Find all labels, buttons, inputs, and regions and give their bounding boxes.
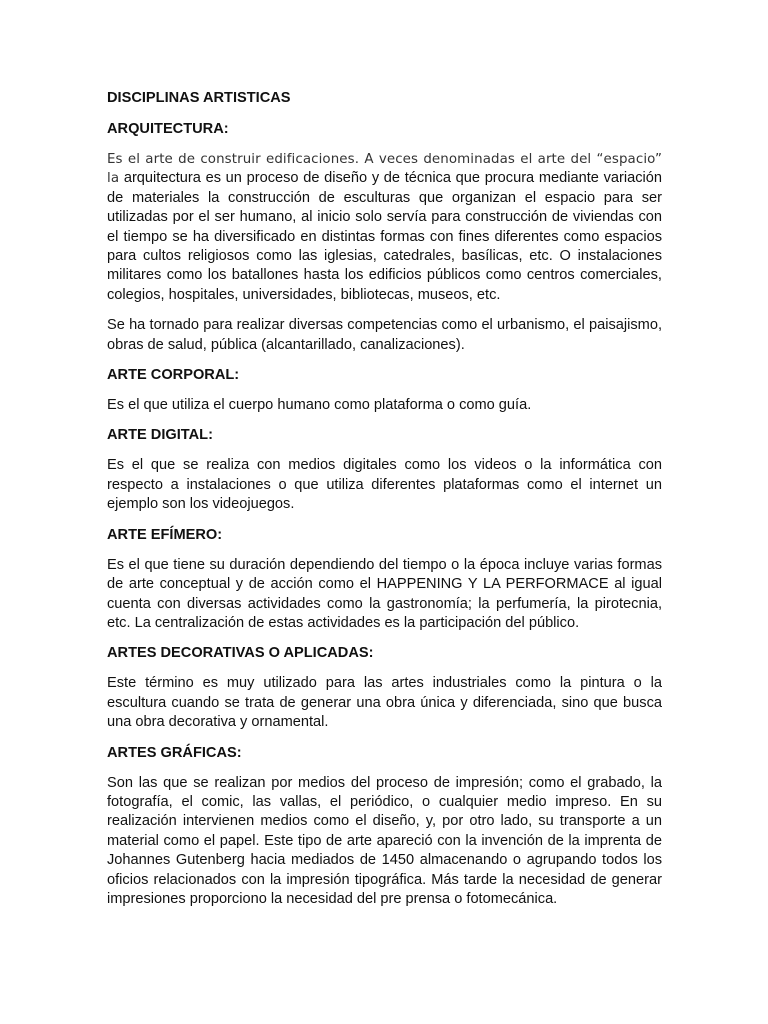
paragraph-artes-graficas: Son las que se realizan por medios del proceso de impresión; como el grabado, la fotografía, el comic, las vallas, el periódico, o cualquier medio impreso. En su realización intervienen medios como el diseño, y, por otro lado, su transporte a un material como el papel. Este tipo de arte apareció con la invención de la imprenta de Johannes Gutenberg hacia mediados de 1450 almacenando o agrupando todos los oficios relacionados con la impresión tipográfica. Más tarde la necesidad de generar impresiones proporciono la necesidad del pre prensa o fotomecánica.	[107, 774, 662, 907]
paragraph-arte-efimero: Es el que tiene su duración dependiendo del tiempo o la época incluye varias formas de arte conceptual y de acción como el HAPPENING Y LA PERFORMACE al igual cuenta con diversas actividades como la gastronomía; la perfumería, la pirotecnia, etc. La centralización de estas actividades es la participación del público.	[107, 556, 662, 631]
section-heading-arte-efimero: ARTE EFÍMERO:	[107, 526, 223, 543]
document-page	[107, 89, 662, 920]
section-heading-arte-corporal: ARTE CORPORAL:	[107, 367, 240, 384]
paragraph-arte-corporal: Es el que utiliza el cuerpo humano como plataforma o como guía.	[107, 397, 532, 414]
section-heading-artes-decorativas: ARTES DECORATIVAS O APLICADAS:	[107, 645, 374, 662]
paragraph-arquitectura-1	[107, 150, 662, 305]
paragraph-arquitectura-rest: arquitectura es un proceso de diseño y de técnica que procura mediante variación de materiales la construcción de esculturas que organizan el espacio para ser utilizadas por el ser humano, al inicio solo servía para construcción de viviendas con el tiempo se ha diversificado en distintas formas con fines diferentes como espacios para cultos religiosos como las iglesias, catedrales, basílicas, etc. O instalaciones militares como los batallones hasta los edificios públicos como centros comerciales, colegios, hospitales, universidades, bibliotecas, museos, etc.	[107, 170, 662, 303]
paragraph-arte-digital: Es el que se realiza con medios digitales como los videos o la informática con respecto a instalaciones o que utiliza diferentes plataformas como el internet un ejemplo son los videojuegos.	[107, 457, 662, 513]
paragraph-arquitectura-lead: Es el arte de construir edificaciones. A veces denominadas el arte del “espacio” la	[107, 152, 662, 187]
section-heading-artes-graficas: ARTES GRÁFICAS:	[107, 744, 242, 761]
section-heading-arte-digital: ARTE DIGITAL:	[107, 427, 213, 444]
document-title: DISCIPLINAS ARTISTICAS	[107, 90, 291, 106]
paragraph-artes-decorativas: Este término es muy utilizado para las artes industriales como la pintura o la escultura cuando se trata de generar una obra única y diferenciada, sino que busca una obra decorativa y ornamental.	[107, 675, 662, 731]
paragraph-arquitectura-2: Se ha tornado para realizar diversas competencias como el urbanismo, el paisajismo, obras de salud, pública (alcantarillado, canalizaciones).	[107, 317, 662, 353]
section-heading-arquitectura: ARQUITECTURA:	[107, 121, 229, 137]
